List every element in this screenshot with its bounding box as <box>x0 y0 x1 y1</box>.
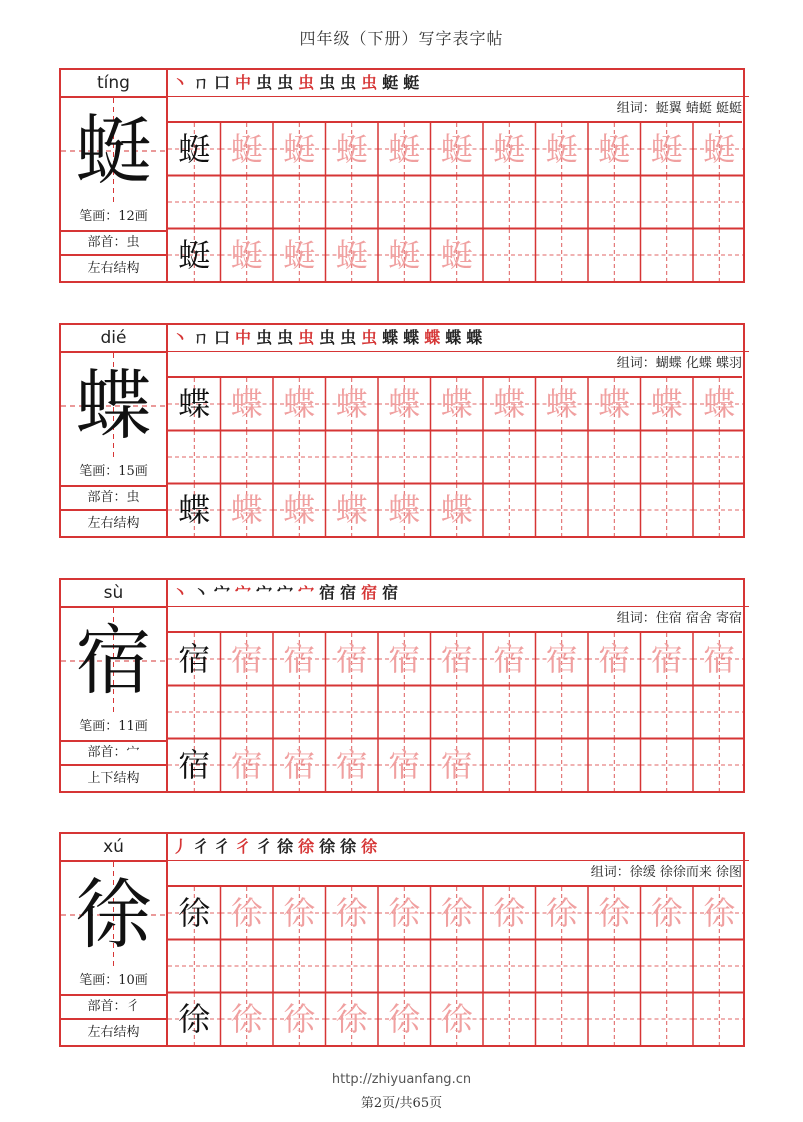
stroke-step: 虫 <box>277 73 299 92</box>
trace-character-cell <box>326 887 379 939</box>
trace-character: 宿 <box>545 640 578 678</box>
trace-character: 蜓 <box>440 130 473 168</box>
stroke-step: 宀 <box>277 583 299 602</box>
trace-character-cell <box>693 887 746 939</box>
trace-character-cell <box>326 484 379 536</box>
model-character-cell <box>168 887 221 939</box>
trace-character-cell <box>431 229 484 281</box>
stroke-step: 徐 <box>277 837 299 856</box>
stroke-step: 彳 <box>214 837 236 856</box>
stroke-step: 宿 <box>319 583 341 602</box>
page-title: 四年级（下册）写字表字帖 <box>299 29 504 48</box>
trace-character: 蝶 <box>230 491 263 529</box>
structure: 左右结构 <box>87 516 140 531</box>
stroke-step: 宿 <box>340 583 362 602</box>
trace-character: 蝶 <box>230 385 263 423</box>
practice-grid <box>168 378 745 536</box>
stroke-step: ㄇ <box>193 328 215 347</box>
trace-character-cell <box>641 378 694 430</box>
character-block <box>59 578 745 793</box>
trace-character: 徐 <box>598 894 631 932</box>
stroke-order-row <box>168 580 749 607</box>
trace-character-cell <box>483 378 536 430</box>
stroke-order-row <box>168 834 749 861</box>
trace-character: 徐 <box>283 1000 316 1038</box>
stroke-count: 笔画：11画 <box>61 714 166 742</box>
large-character: 蝶 <box>75 361 152 450</box>
trace-character-cell <box>273 123 326 175</box>
trace-character-cell <box>326 378 379 430</box>
model-character-cell <box>168 229 221 281</box>
stroke-count: 笔画：15画 <box>61 459 166 487</box>
model-character: 蝶 <box>178 385 211 423</box>
trace-character-cell <box>536 378 589 430</box>
trace-character-cell <box>483 633 536 685</box>
info-column <box>61 70 168 281</box>
stroke-step: 虫 <box>340 328 362 347</box>
stroke-step: 虫 <box>361 328 383 347</box>
stroke-step: 口 <box>214 328 236 347</box>
stroke-step: 彳 <box>256 837 278 856</box>
large-character-cell <box>61 98 166 204</box>
practice-grid <box>168 123 745 281</box>
model-character-cell <box>168 484 221 536</box>
trace-character-cell <box>326 739 379 791</box>
trace-character-cell <box>693 633 746 685</box>
stroke-count: 笔画：10画 <box>61 968 166 996</box>
trace-character-cell <box>273 633 326 685</box>
stroke-step: 虫 <box>340 73 362 92</box>
trace-character-cell <box>221 229 274 281</box>
trace-character-cell <box>693 378 746 430</box>
stroke-step: 虫 <box>319 328 341 347</box>
stroke-step: 虫 <box>319 73 341 92</box>
stroke-step: 丶 <box>172 73 194 92</box>
radical: 部首：虫 <box>61 232 166 256</box>
info-column <box>61 325 168 536</box>
trace-character-cell <box>431 993 484 1045</box>
trace-character: 蜓 <box>440 236 473 274</box>
stroke-step: 虫 <box>256 328 278 347</box>
trace-character: 蜓 <box>283 236 316 274</box>
trace-character: 徐 <box>388 1000 421 1038</box>
large-character-cell <box>61 353 166 459</box>
trace-character: 徐 <box>493 894 526 932</box>
stroke-step: 宿 <box>361 583 383 602</box>
stroke-step: ㄇ <box>193 73 215 92</box>
trace-character: 徐 <box>388 894 421 932</box>
stroke-step: 虫 <box>277 328 299 347</box>
stroke-step: 蝶 <box>424 328 446 347</box>
trace-character: 宿 <box>440 640 473 678</box>
stroke-step: 丶 <box>172 583 194 602</box>
large-character-cell <box>61 608 166 714</box>
trace-character: 蝶 <box>650 385 683 423</box>
trace-character: 宿 <box>230 640 263 678</box>
pinyin: tíng <box>61 70 166 98</box>
trace-character-cell <box>221 993 274 1045</box>
trace-character-cell <box>588 887 641 939</box>
trace-character-cell <box>378 484 431 536</box>
trace-character-cell <box>536 633 589 685</box>
stroke-step: 口 <box>214 73 236 92</box>
trace-character: 蝶 <box>335 385 368 423</box>
trace-character: 蝶 <box>388 491 421 529</box>
trace-character-cell <box>221 633 274 685</box>
trace-character: 蜓 <box>388 236 421 274</box>
stroke-order-row <box>168 70 749 97</box>
trace-character: 蜓 <box>283 130 316 168</box>
stroke-count: 笔画：12画 <box>61 204 166 232</box>
trace-character: 宿 <box>388 746 421 784</box>
trace-character-cell <box>588 633 641 685</box>
structure: 上下结构 <box>87 771 140 786</box>
trace-character: 蜓 <box>598 130 631 168</box>
trace-character: 蝶 <box>703 385 736 423</box>
practice-grid <box>168 633 745 791</box>
trace-character: 蝶 <box>440 385 473 423</box>
trace-character-cell <box>221 123 274 175</box>
trace-character: 蜓 <box>545 130 578 168</box>
trace-character-cell <box>378 739 431 791</box>
model-character: 徐 <box>178 1000 211 1038</box>
trace-character: 蝶 <box>493 385 526 423</box>
trace-character: 蜓 <box>650 130 683 168</box>
trace-character: 宿 <box>283 640 316 678</box>
model-character: 徐 <box>178 894 211 932</box>
trace-character-cell <box>431 633 484 685</box>
model-character-cell <box>168 378 221 430</box>
character-block <box>59 323 745 538</box>
trace-character: 宿 <box>230 746 263 784</box>
stroke-step: 徐 <box>361 837 383 856</box>
trace-character-cell <box>221 739 274 791</box>
character-block <box>59 68 745 283</box>
stroke-step: 丶 <box>193 583 215 602</box>
trace-character-cell <box>536 887 589 939</box>
stroke-step: 虫 <box>256 73 278 92</box>
trace-character-cell <box>378 123 431 175</box>
trace-character: 蜓 <box>388 130 421 168</box>
structure: 左右结构 <box>87 261 140 276</box>
stroke-step: 徐 <box>340 837 362 856</box>
stroke-step: 丿 <box>172 837 194 856</box>
stroke-step: 宀 <box>298 583 320 602</box>
stroke-step: 宀 <box>256 583 278 602</box>
trace-character-cell <box>273 993 326 1045</box>
large-character: 蜓 <box>75 106 152 195</box>
trace-character-cell <box>378 229 431 281</box>
model-character: 蜓 <box>178 130 211 168</box>
trace-character: 徐 <box>703 894 736 932</box>
large-character-cell <box>61 862 166 968</box>
trace-character-cell <box>326 123 379 175</box>
trace-character: 宿 <box>335 746 368 784</box>
trace-character-cell <box>431 378 484 430</box>
trace-character: 徐 <box>440 1000 473 1038</box>
trace-character-cell <box>273 229 326 281</box>
pinyin: sù <box>61 580 166 608</box>
trace-character: 宿 <box>598 640 631 678</box>
trace-character-cell <box>693 123 746 175</box>
word-examples: 组词：蜓翼 蜻蜓 蜓蜓 <box>168 97 742 123</box>
trace-character: 蜓 <box>230 236 263 274</box>
word-examples: 组词：住宿 宿舍 寄宿 <box>168 607 742 633</box>
trace-character-cell <box>588 123 641 175</box>
trace-character: 蝶 <box>545 385 578 423</box>
trace-character-cell <box>273 484 326 536</box>
stroke-step: 蝶 <box>445 328 467 347</box>
trace-character-cell <box>641 633 694 685</box>
trace-character: 蝶 <box>598 385 631 423</box>
stroke-order-row <box>168 325 749 352</box>
stroke-step: 彳 <box>193 837 215 856</box>
word-examples: 组词：蝴蝶 化蝶 蝶羽 <box>168 352 742 378</box>
stroke-step: 徐 <box>298 837 320 856</box>
stroke-step: 中 <box>235 328 257 347</box>
trace-character: 蜓 <box>335 130 368 168</box>
model-character-cell <box>168 123 221 175</box>
pinyin: dié <box>61 325 166 353</box>
radical: 部首：彳 <box>61 996 166 1020</box>
trace-character: 徐 <box>283 894 316 932</box>
info-column <box>61 834 168 1045</box>
trace-character: 蝶 <box>335 491 368 529</box>
structure: 左右结构 <box>87 1025 140 1040</box>
trace-character-cell <box>588 378 641 430</box>
trace-character: 蜓 <box>335 236 368 274</box>
info-column <box>61 580 168 791</box>
practice-grid <box>168 887 745 1045</box>
trace-character-cell <box>273 378 326 430</box>
trace-character-cell <box>483 887 536 939</box>
trace-character-cell <box>378 993 431 1045</box>
radical: 部首：虫 <box>61 487 166 511</box>
trace-character-cell <box>431 739 484 791</box>
trace-character-cell <box>221 887 274 939</box>
trace-character: 宿 <box>493 640 526 678</box>
trace-character: 徐 <box>650 894 683 932</box>
pinyin: xú <box>61 834 166 862</box>
trace-character: 蜓 <box>230 130 263 168</box>
stroke-step: 中 <box>235 73 257 92</box>
page-number: 第2页/共65页 <box>360 1096 443 1111</box>
trace-character: 宿 <box>703 640 736 678</box>
model-character-cell <box>168 739 221 791</box>
trace-character-cell <box>483 123 536 175</box>
large-character: 宿 <box>75 616 152 705</box>
trace-character: 蝶 <box>283 385 316 423</box>
trace-character-cell <box>378 887 431 939</box>
stroke-step: 虫 <box>361 73 383 92</box>
character-block <box>59 832 745 1047</box>
trace-character-cell <box>641 887 694 939</box>
trace-character: 徐 <box>440 894 473 932</box>
stroke-step: 彳 <box>235 837 257 856</box>
model-character-cell <box>168 633 221 685</box>
trace-character-cell <box>431 484 484 536</box>
trace-character-cell <box>536 123 589 175</box>
model-character: 宿 <box>178 746 211 784</box>
trace-character: 蝶 <box>283 491 316 529</box>
model-character: 蜓 <box>178 236 211 274</box>
trace-character: 蜓 <box>703 130 736 168</box>
trace-character: 徐 <box>335 1000 368 1038</box>
stroke-step: 蜓 <box>382 73 404 92</box>
stroke-step: 宿 <box>382 583 404 602</box>
trace-character-cell <box>221 484 274 536</box>
large-character: 徐 <box>75 870 152 959</box>
model-character: 蝶 <box>178 491 211 529</box>
trace-character-cell <box>326 229 379 281</box>
trace-character: 宿 <box>388 640 421 678</box>
trace-character-cell <box>378 378 431 430</box>
trace-character: 宿 <box>335 640 368 678</box>
trace-character: 徐 <box>335 894 368 932</box>
trace-character: 宿 <box>283 746 316 784</box>
trace-character-cell <box>431 123 484 175</box>
trace-character: 蝶 <box>440 491 473 529</box>
stroke-step: 蜓 <box>403 73 425 92</box>
trace-character: 宿 <box>650 640 683 678</box>
model-character: 宿 <box>178 640 211 678</box>
word-examples: 组词：徐缓 徐徐而来 徐图 <box>168 861 742 887</box>
stroke-step: 丶 <box>172 328 194 347</box>
stroke-step: 蝶 <box>403 328 425 347</box>
trace-character-cell <box>641 123 694 175</box>
trace-character-cell <box>378 633 431 685</box>
trace-character-cell <box>273 739 326 791</box>
radical: 部首：宀 <box>61 742 166 766</box>
trace-character-cell <box>326 633 379 685</box>
footer-url[interactable]: http://zhiyuanfang.cn <box>331 1072 472 1087</box>
trace-character: 徐 <box>545 894 578 932</box>
trace-character-cell <box>221 378 274 430</box>
trace-character-cell <box>273 887 326 939</box>
trace-character: 蜓 <box>493 130 526 168</box>
stroke-step: 徐 <box>319 837 341 856</box>
trace-character: 宿 <box>440 746 473 784</box>
stroke-step: 宀 <box>214 583 236 602</box>
trace-character-cell <box>326 993 379 1045</box>
stroke-step: 宀 <box>235 583 257 602</box>
trace-character: 蝶 <box>388 385 421 423</box>
trace-character-cell <box>431 887 484 939</box>
stroke-step: 蝶 <box>466 328 488 347</box>
stroke-step: 虫 <box>298 328 320 347</box>
stroke-step: 虫 <box>298 73 320 92</box>
trace-character: 徐 <box>230 1000 263 1038</box>
trace-character: 徐 <box>230 894 263 932</box>
stroke-step: 蝶 <box>382 328 404 347</box>
model-character-cell <box>168 993 221 1045</box>
